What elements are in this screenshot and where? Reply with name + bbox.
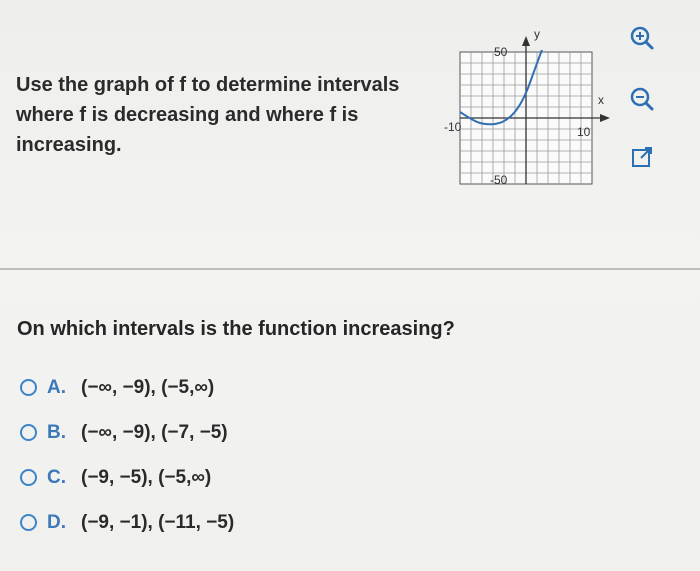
prompt-line-3: increasing. (16, 134, 122, 156)
y-tick-label-top: 50 (494, 45, 508, 59)
x-axis-label: x (598, 93, 604, 107)
answer-options (20, 365, 440, 545)
x-tick-label-left: -10 (444, 120, 462, 134)
graph-svg (440, 20, 620, 195)
y-axis-arrow (522, 36, 530, 46)
option-c[interactable] (20, 455, 440, 500)
radio-button-c[interactable] (20, 469, 37, 486)
option-a-text: (−∞, −9), (−5,∞) (81, 376, 215, 398)
option-c-letter: C. (47, 466, 66, 488)
option-d[interactable] (20, 500, 440, 545)
question-text: On which intervals is the function increasing? (17, 318, 455, 340)
zoom-in-icon (629, 25, 655, 51)
y-tick-label-bottom: -50 (490, 173, 508, 187)
option-a-letter: A. (47, 376, 66, 398)
prompt-line-2: where f is decreasing and where f is (16, 104, 359, 126)
x-axis-arrow (600, 114, 610, 122)
problem-prompt (16, 70, 436, 160)
zoom-in-button[interactable] (628, 24, 656, 52)
prompt-line-1: Use the graph of f to determine intervals (16, 74, 400, 96)
option-a[interactable] (20, 365, 440, 410)
option-b[interactable] (20, 410, 440, 455)
zoom-out-button[interactable] (628, 85, 656, 113)
option-b-letter: B. (47, 421, 66, 443)
x-tick-label-right: 10 (577, 125, 591, 139)
section-divider (0, 268, 700, 270)
option-d-text: (−9, −1), (−11, −5) (81, 511, 235, 533)
zoom-out-icon (629, 86, 655, 112)
option-d-letter: D. (47, 511, 66, 533)
radio-button-a[interactable] (20, 379, 37, 396)
function-graph (440, 20, 620, 195)
popout-button[interactable] (628, 143, 656, 171)
option-b-text: (−∞, −9), (−7, −5) (81, 421, 228, 443)
popout-icon (629, 144, 655, 170)
radio-button-b[interactable] (20, 424, 37, 441)
y-axis-label: y (534, 27, 540, 41)
radio-button-d[interactable] (20, 514, 37, 531)
option-c-text: (−9, −5), (−5,∞) (81, 466, 212, 488)
